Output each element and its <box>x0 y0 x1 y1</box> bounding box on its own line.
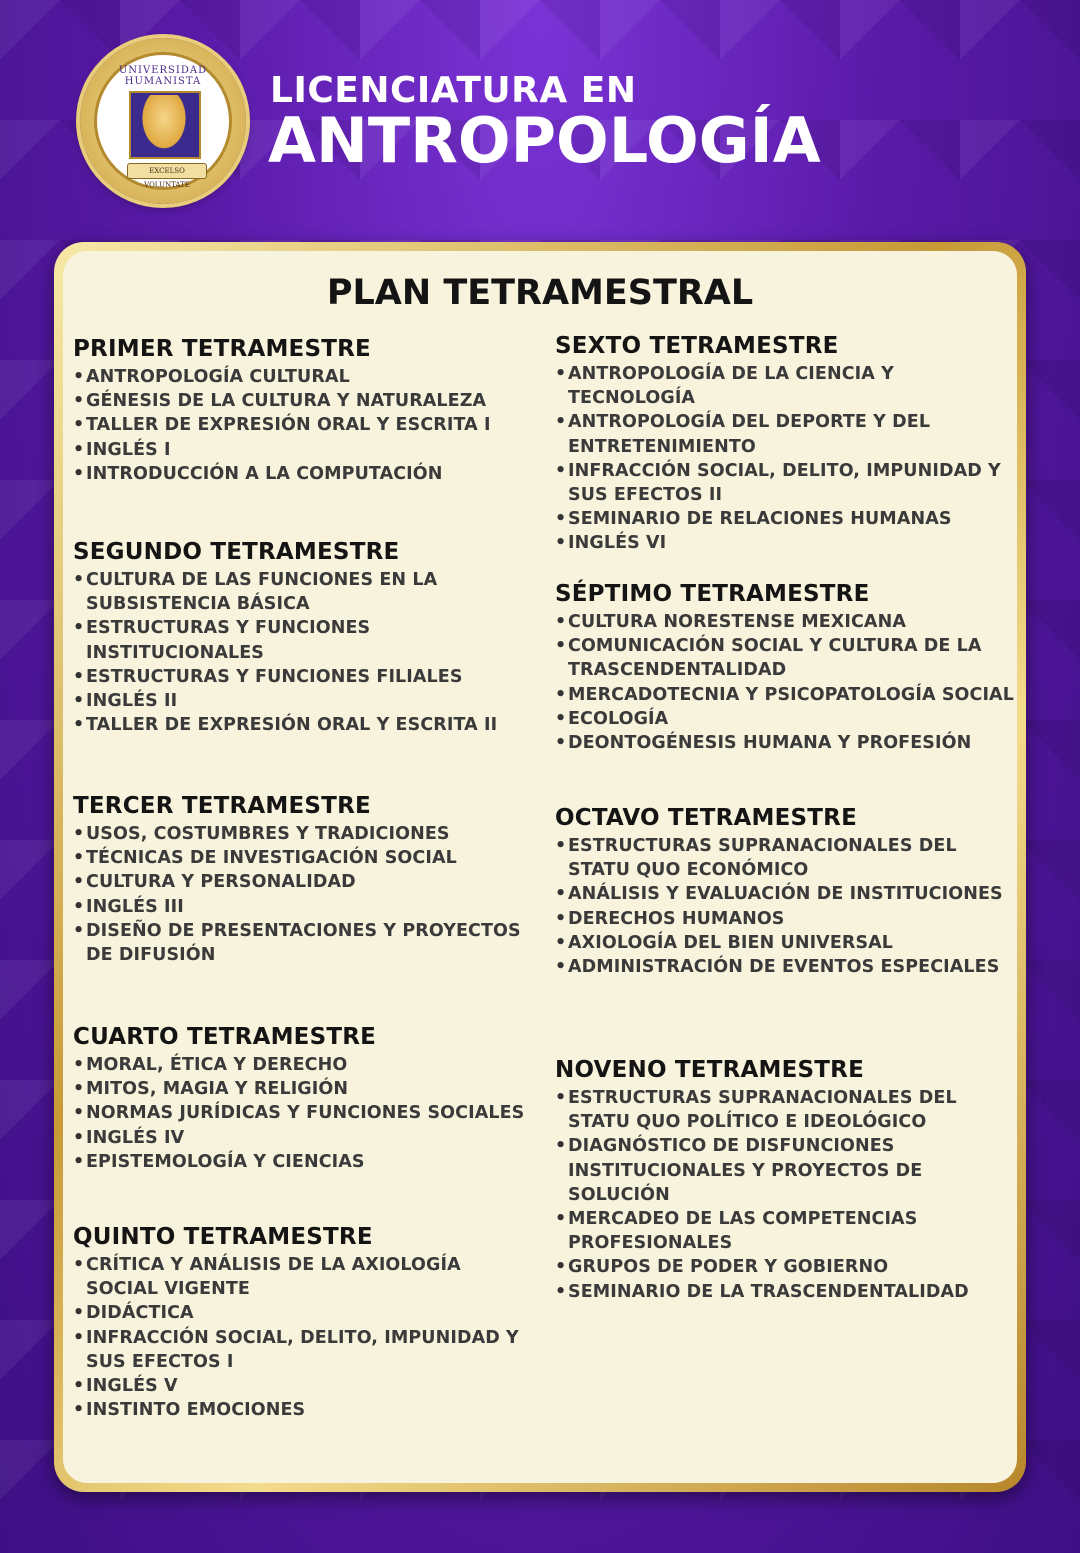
subject-item <box>555 683 1015 707</box>
subject-item <box>73 665 533 689</box>
subject-label: USOS, COSTUMBRES Y TRADICIONES <box>86 824 450 844</box>
subject-item <box>555 707 1015 731</box>
bullet-icon: • <box>73 1127 85 1148</box>
bullet-icon: • <box>73 1079 85 1100</box>
bullet-icon: • <box>555 932 567 953</box>
bullet-icon: • <box>555 708 567 729</box>
subject-label: TALLER DE EXPRESIÓN ORAL Y ESCRITA II <box>86 715 498 736</box>
subject-label: MERCADOTECNIA Y PSICOPATOLOGÍA SOCIAL <box>568 684 1014 705</box>
subject-item <box>73 1077 533 1101</box>
term-block <box>73 793 533 967</box>
bullet-icon: • <box>73 920 85 941</box>
bullet-icon: • <box>555 1257 567 1278</box>
bullet-icon: • <box>73 367 85 387</box>
subject-item <box>555 1207 1015 1255</box>
subject-item <box>555 834 1015 882</box>
subject-item <box>73 846 533 870</box>
subject-item <box>73 389 533 413</box>
bullet-icon: • <box>555 412 567 433</box>
bullet-icon: • <box>555 612 567 632</box>
subject-label: INGLÉS I <box>86 439 171 460</box>
bullet-icon: • <box>555 684 567 705</box>
subject-item <box>73 438 533 462</box>
bullet-icon: • <box>555 1209 567 1230</box>
subject-label: SEMINARIO DE RELACIONES HUMANAS <box>568 509 952 530</box>
bullet-icon: • <box>73 439 85 460</box>
subject-label: CRÍTICA Y ANÁLISIS DE LA AXIOLOGÍA SOCIAL VIGENTE <box>86 1255 461 1300</box>
subject-label: ECOLOGÍA <box>568 708 669 729</box>
term-heading: SEXTO TETRAMESTRE <box>555 333 839 359</box>
term-heading: QUINTO TETRAMESTRE <box>73 1224 373 1250</box>
bullet-icon: • <box>73 463 85 484</box>
subject-label: ESTRUCTURAS SUPRANACIONALES DEL STATU QUO POLÍTICO E IDEOLÓGICO <box>568 1088 957 1133</box>
university-seal <box>80 38 246 204</box>
subject-label: CULTURA NORESTENSE MEXICANA <box>568 612 906 632</box>
subject-item <box>73 1101 533 1125</box>
term-heading: OCTAVO TETRAMESTRE <box>555 805 858 831</box>
subject-label: DIAGNÓSTICO DE DISFUNCIONES INSTITUCIONALES Y PROYECTOS DE SOLUCIÓN <box>568 1136 923 1205</box>
bullet-icon: • <box>555 1136 567 1157</box>
bullet-icon: • <box>555 884 567 905</box>
term-block <box>73 336 533 486</box>
bullet-icon: • <box>73 391 85 412</box>
subject-item <box>73 689 533 713</box>
term-heading: NOVENO TETRAMESTRE <box>555 1057 864 1083</box>
subject-label: INFRACCIÓN SOCIAL, DELITO, IMPUNIDAD Y SUS EFECTOS II <box>568 460 1001 506</box>
subject-item <box>555 1255 1015 1279</box>
subject-item <box>73 1326 533 1374</box>
subject-item <box>555 634 1015 682</box>
subject-label: EPISTEMOLOGÍA Y CIENCIAS <box>86 1151 365 1172</box>
term-block <box>555 581 1015 755</box>
bullet-icon: • <box>555 509 567 530</box>
subject-label: MITOS, MAGIA Y RELIGIÓN <box>86 1079 349 1100</box>
subject-item <box>555 362 1015 410</box>
subject-list <box>73 365 533 486</box>
term-heading: TERCER TETRAMESTRE <box>73 793 371 819</box>
bullet-icon: • <box>555 908 567 929</box>
subject-item <box>73 822 533 846</box>
bullet-icon: • <box>73 872 85 893</box>
bullet-icon: • <box>73 1376 85 1397</box>
subject-item <box>555 931 1015 955</box>
bullet-icon: • <box>73 1303 85 1324</box>
bullet-icon: • <box>73 1255 85 1275</box>
subject-label: INTRODUCCIÓN A LA COMPUTACIÓN <box>86 463 443 484</box>
subject-label: MERCADEO DE LAS COMPETENCIAS PROFESIONALES <box>568 1209 918 1254</box>
subject-item <box>73 1150 533 1174</box>
subject-label: INGLÉS II <box>86 691 178 712</box>
subject-label: ESTRUCTURAS Y FUNCIONES INSTITUCIONALES <box>86 618 371 663</box>
bullet-icon: • <box>73 415 85 436</box>
bullet-icon: • <box>73 1103 85 1124</box>
seal-text: UNIVERSIDAD HUMANISTA <box>118 65 208 87</box>
subject-label: INGLÉS III <box>86 896 184 917</box>
subject-item <box>555 410 1015 458</box>
bullet-icon: • <box>73 1151 85 1172</box>
subject-item <box>555 955 1015 979</box>
subject-list <box>73 1253 533 1422</box>
bullet-icon: • <box>555 1281 567 1302</box>
subject-list <box>73 1053 533 1174</box>
subject-label: SEMINARIO DE LA TRASCENDENTALIDAD <box>568 1281 969 1302</box>
subject-label: INGLÉS V <box>86 1376 178 1397</box>
term-heading: CUARTO TETRAMESTRE <box>73 1024 377 1050</box>
subject-list <box>555 1086 1015 1304</box>
bullet-icon: • <box>555 460 567 481</box>
subject-label: ANÁLISIS Y EVALUACIÓN DE INSTITUCIONES <box>568 884 1003 905</box>
subject-label: INSTINTO EMOCIONES <box>86 1400 306 1421</box>
degree-title-line1: LICENCIATURA EN <box>270 70 637 111</box>
bullet-icon: • <box>73 824 85 844</box>
bullet-icon: • <box>73 570 85 590</box>
subject-label: GRUPOS DE PODER Y GOBIERNO <box>568 1257 889 1278</box>
bullet-icon: • <box>555 533 567 554</box>
subject-label: INFRACCIÓN SOCIAL, DELITO, IMPUNIDAD Y SUS EFECTOS I <box>86 1327 519 1372</box>
subject-item <box>73 568 533 616</box>
bullet-icon: • <box>73 848 85 869</box>
bullet-icon: • <box>73 1055 85 1075</box>
subject-list <box>555 610 1015 755</box>
subject-item <box>73 713 533 737</box>
subject-item <box>73 1301 533 1325</box>
plan-title: PLAN TETRAMESTRAL <box>326 273 754 313</box>
subject-item <box>73 1126 533 1150</box>
subject-item <box>73 919 533 967</box>
subject-label: DERECHOS HUMANOS <box>568 908 785 929</box>
plan-card-inner <box>63 251 1017 1483</box>
subject-label: ESTRUCTURAS SUPRANACIONALES DEL STATU QUO ECONÓMICO <box>568 836 957 881</box>
bullet-icon: • <box>73 896 85 917</box>
subject-label: ADMINISTRACIÓN DE EVENTOS ESPECIALES <box>568 957 1000 978</box>
subject-item <box>73 1398 533 1422</box>
bullet-icon: • <box>555 636 567 657</box>
subject-label: CULTURA Y PERSONALIDAD <box>86 872 356 893</box>
subject-item <box>555 1086 1015 1134</box>
subject-list <box>555 834 1015 979</box>
subject-label: MORAL, ÉTICA Y DERECHO <box>86 1055 348 1075</box>
term-block <box>555 1057 1015 1304</box>
subject-label: ANTROPOLOGÍA DEL DEPORTE Y DEL ENTRETENIMIENTO <box>568 412 931 457</box>
subject-item <box>73 870 533 894</box>
term-block <box>555 333 1015 556</box>
subject-label: INGLÉS VI <box>568 533 667 554</box>
seal-inner <box>94 52 232 190</box>
bullet-icon: • <box>555 733 567 754</box>
subject-item <box>555 531 1015 555</box>
subject-label: DISEÑO DE PRESENTACIONES Y PROYECTOS DE DIFUSIÓN <box>86 920 521 966</box>
term-heading: SEGUNDO TETRAMESTRE <box>73 539 400 565</box>
subject-item <box>555 882 1015 906</box>
subject-list <box>555 362 1015 556</box>
subject-label: GÉNESIS DE LA CULTURA Y NATURALEZA <box>86 391 487 412</box>
degree-title-line2: ANTROPOLOGÍA <box>268 104 821 177</box>
subject-item <box>73 895 533 919</box>
subject-label: DIDÁCTICA <box>86 1303 194 1324</box>
subject-label: NORMAS JURÍDICAS Y FUNCIONES SOCIALES <box>86 1103 525 1124</box>
bullet-icon: • <box>73 1400 85 1421</box>
subject-item <box>73 413 533 437</box>
subject-item <box>73 616 533 664</box>
bullet-icon: • <box>73 666 85 687</box>
subject-list <box>73 568 533 737</box>
bullet-icon: • <box>73 1327 85 1348</box>
term-block <box>73 1224 533 1422</box>
subject-item <box>73 462 533 486</box>
bullet-icon: • <box>555 364 567 384</box>
plan-card <box>54 242 1026 1492</box>
subject-label: DEONTOGÉNESIS HUMANA Y PROFESIÓN <box>568 733 972 754</box>
vitruvian-figure-icon <box>139 95 189 153</box>
term-block <box>73 539 533 737</box>
subject-list <box>73 822 533 967</box>
subject-label: ANTROPOLOGÍA CULTURAL <box>86 367 350 387</box>
bullet-icon: • <box>73 691 85 712</box>
bullet-icon: • <box>555 1088 567 1108</box>
subject-label: COMUNICACIÓN SOCIAL Y CULTURA DE LA TRASCENDENTALIDAD <box>568 636 982 681</box>
subject-item <box>555 731 1015 755</box>
subject-label: TALLER DE EXPRESIÓN ORAL Y ESCRITA I <box>86 415 491 436</box>
term-block <box>555 805 1015 979</box>
subject-item <box>555 1134 1015 1207</box>
seal-motto: EXCELSO VOLUNTATE <box>127 163 207 179</box>
bullet-icon: • <box>73 618 85 639</box>
subject-item <box>73 1253 533 1301</box>
subject-label: AXIOLOGÍA DEL BIEN UNIVERSAL <box>568 932 894 953</box>
subject-item <box>555 459 1015 507</box>
term-block <box>73 1024 533 1174</box>
subject-item <box>555 907 1015 931</box>
subject-item <box>555 610 1015 634</box>
subject-item <box>73 1053 533 1077</box>
subject-item <box>73 365 533 389</box>
bullet-icon: • <box>555 836 567 856</box>
subject-label: CULTURA DE LAS FUNCIONES EN LA SUBSISTENCIA BÁSICA <box>86 570 438 615</box>
subject-label: TÉCNICAS DE INVESTIGACIÓN SOCIAL <box>86 848 457 869</box>
term-heading: PRIMER TETRAMESTRE <box>73 336 371 362</box>
subject-item <box>73 1374 533 1398</box>
term-heading: SÉPTIMO TETRAMESTRE <box>555 581 870 607</box>
bullet-icon: • <box>73 715 85 736</box>
subject-label: ESTRUCTURAS Y FUNCIONES FILIALES <box>86 666 463 687</box>
subject-item <box>555 507 1015 531</box>
subject-label: ANTROPOLOGÍA DE LA CIENCIA Y TECNOLOGÍA <box>568 364 894 409</box>
subject-item <box>555 1280 1015 1304</box>
subject-label: INGLÉS IV <box>86 1127 185 1148</box>
bullet-icon: • <box>555 957 567 978</box>
